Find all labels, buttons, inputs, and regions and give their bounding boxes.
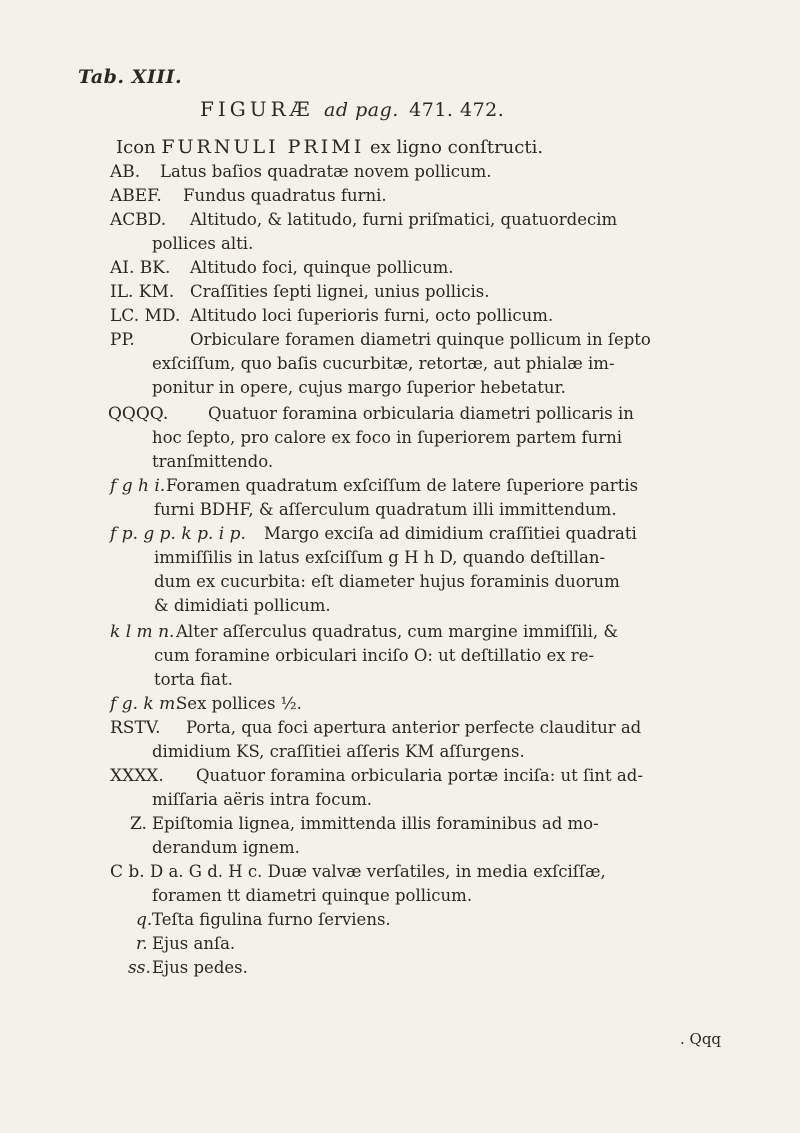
legend-key: XXXX.: [110, 766, 164, 786]
legend-text: Craſſities ſepti lignei, unius pollicis.: [190, 282, 490, 301]
legend-text: Altitudo foci, quinque pollicum.: [190, 258, 454, 277]
legend-entry: [110, 474, 800, 519]
legend-key: IL. KM.: [110, 282, 175, 302]
legend-entry: [136, 908, 800, 932]
legend-text-continuation: immiſſilis in latus exſciſſum g H h D, quando deſtillan-: [154, 548, 606, 567]
legend-entry: [110, 620, 800, 689]
legend-text-continuation: torta fiat.: [154, 670, 233, 689]
catchword: . Qqq: [680, 1030, 722, 1048]
legend-text: Porta, qua foci apertura anterior perfecte clauditur ad: [186, 718, 642, 737]
legend-text-continuation: pollices alti.: [152, 234, 254, 253]
figure-heading-word: FIGURÆ: [200, 97, 314, 121]
legend-entry: [110, 184, 800, 208]
legend-entry: [110, 304, 800, 328]
legend-key: C b.: [110, 862, 145, 882]
figure-heading-ad-pag: ad pag.: [324, 99, 399, 121]
icon-prefix: Icon: [116, 137, 156, 158]
legend-entry: [110, 692, 800, 716]
legend-text-continuation: cum foramine orbiculari inciſo O: ut deſtillatio ex re-: [154, 646, 595, 665]
legend-entry: [110, 328, 800, 397]
legend-text-continuation: hoc ſepto, pro calore ex foco in ſuperiorem partem furni: [152, 428, 623, 447]
legend-entry: [110, 764, 800, 809]
legend-entry: [110, 256, 800, 280]
legend-text-continuation: furni BDHF, & aſſerculum quadratum illi immittendum.: [154, 500, 617, 519]
icon-suffix: ex ligno conſtructi.: [369, 137, 544, 158]
legend-entry: [136, 932, 800, 956]
legend-text-continuation: derandum ignem.: [152, 838, 300, 857]
legend-entry: [108, 402, 800, 471]
legend-key: LC. MD.: [110, 306, 181, 326]
legend-text: D a. G d. H c. Duæ valvæ verſatiles, in media exſciſſæ,: [150, 862, 606, 881]
legend-text-continuation: miſſaria aëris intra focum.: [152, 790, 373, 809]
legend-key: QQQQ.: [108, 404, 169, 424]
legend-text-continuation: ponitur in opere, cujus margo ſuperior hebetatur.: [152, 378, 566, 397]
legend-text: Altitudo, & latitudo, furni priſmatici, quatuordecim: [190, 210, 618, 229]
legend-text-continuation: foramen tt diametri quinque pollicum.: [152, 886, 473, 905]
legend-text: Margo exciſa ad dimidium craſſitiei quadrati: [264, 524, 637, 543]
legend-text-continuation: tranſmittendo.: [152, 452, 274, 471]
legend-text: Altitudo loci ſuperioris furni, octo pollicum.: [190, 306, 554, 325]
legend-text-continuation: & dimidiati pollicum.: [154, 596, 331, 615]
icon-title-line: [116, 136, 543, 158]
legend-key: f g h i.: [110, 476, 166, 496]
legend-text-continuation: dimidium KS, craſſitiei aſſeris KM aſſurgens.: [152, 742, 525, 761]
legend-entry: [110, 280, 800, 304]
legend-text: Teſta figulina furno ſerviens.: [152, 910, 391, 929]
legend-entry: [110, 208, 800, 253]
legend-key: PP.: [110, 330, 135, 350]
legend-text: Foramen quadratum exſciſſum de latere ſuperiore partis: [166, 476, 639, 495]
legend-key: f p. g p. k p. i p.: [110, 524, 246, 544]
legend-text-continuation: exſciſſum, quo baſis cucurbitæ, retortæ, aut phialæ im-: [152, 354, 615, 373]
figure-heading: [200, 97, 504, 121]
icon-title: FURNULI PRIMI: [161, 136, 365, 158]
legend-key: k l m n.: [110, 622, 175, 642]
legend-key: q.: [136, 910, 153, 930]
legend-key: ACBD.: [110, 210, 167, 230]
figure-heading-pages: 471. 472.: [409, 99, 505, 121]
legend-entry: [110, 860, 800, 905]
legend-key: ABEF.: [110, 186, 162, 206]
legend-entry: [110, 522, 800, 615]
legend-text: Orbiculare foramen diametri quinque pollicum in ſepto: [190, 330, 651, 349]
legend-entry: [128, 956, 800, 980]
legend-key: AI. BK.: [110, 258, 171, 278]
legend-text: Quatuor foramina orbicularia portæ inciſa: ut ſint ad-: [196, 766, 643, 785]
legend-entry: [130, 812, 800, 857]
legend-key: ss.: [128, 958, 151, 978]
legend-key: RSTV.: [110, 718, 161, 738]
legend-text: Fundus quadratus furni.: [183, 186, 387, 205]
legend-entry: [110, 160, 800, 184]
legend-text: Sex pollices ½.: [176, 694, 302, 713]
plate-number: Tab. XIII.: [78, 66, 183, 88]
legend-text: Ejus pedes.: [152, 958, 248, 977]
legend-text: Ejus anſa.: [152, 934, 236, 953]
legend-key: r.: [136, 934, 148, 954]
legend-key: f g. k m.: [110, 694, 181, 714]
legend-text: Alter aſſerculus quadratus, cum margine immiſſili, &: [176, 622, 619, 641]
legend-entry: [110, 716, 800, 761]
legend-text: Epiſtomia lignea, immittenda illis foraminibus ad mo-: [152, 814, 599, 833]
legend-key: Z.: [130, 814, 147, 834]
legend-text: Quatuor foramina orbicularia diametri pollicaris in: [208, 404, 634, 423]
legend-text: Latus baſios quadratæ novem pollicum.: [160, 162, 492, 181]
legend-key: AB.: [110, 162, 141, 182]
legend-text-continuation: dum ex cucurbita: eſt diameter hujus foraminis duorum: [154, 572, 620, 591]
